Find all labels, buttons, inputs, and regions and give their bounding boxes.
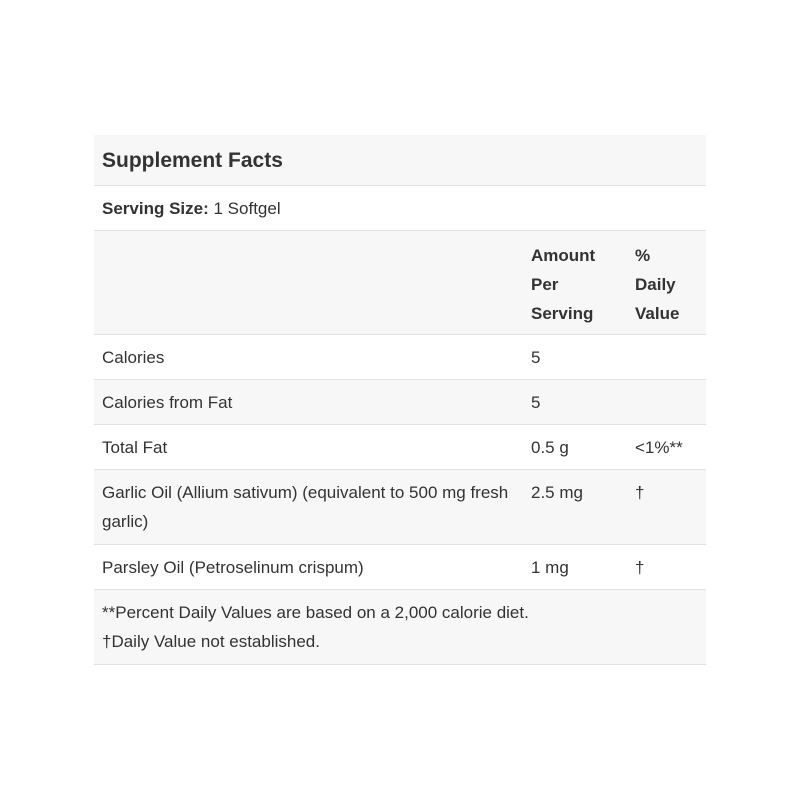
- serving-size-row: [94, 185, 706, 230]
- footnote-percent-daily-values: **Percent Daily Values are based on a 2,000 calorie diet.: [102, 603, 529, 622]
- nutrient-amount: 1 mg: [531, 557, 569, 577]
- nutrient-daily-value: <1%**: [635, 437, 683, 457]
- header-blank-cell: [94, 241, 531, 334]
- table-row: [94, 424, 706, 469]
- nutrient-amount: 0.5 g: [531, 437, 569, 457]
- nutrient-name: Calories from Fat: [102, 392, 233, 412]
- table-row: [94, 544, 706, 589]
- nutrient-amount: 5: [531, 347, 541, 367]
- nutrient-name: Garlic Oil (Allium sativum) (equivalent to 500 mg fresh garlic): [102, 483, 509, 531]
- footnote-daily-value-not-established: †Daily Value not established.: [102, 632, 320, 651]
- daily-value-header: % Daily Value: [635, 246, 680, 323]
- nutrient-name: Calories: [102, 347, 165, 367]
- nutrient-name: Total Fat: [102, 437, 168, 457]
- nutrient-amount: 5: [531, 392, 541, 412]
- supplement-facts-table: [94, 135, 706, 665]
- serving-size-value: 1 Softgel: [213, 198, 281, 218]
- table-row: [94, 379, 706, 424]
- amount-per-serving-header: Amount Per Serving: [531, 246, 596, 323]
- column-header-row: [94, 230, 706, 334]
- nutrient-daily-value: †: [635, 483, 645, 502]
- nutrient-name: Parsley Oil (Petroselinum crispum): [102, 557, 364, 577]
- table-row: [94, 469, 706, 544]
- serving-size-label: Serving Size:: [102, 198, 209, 218]
- title-row: [94, 135, 706, 185]
- table-row: [94, 334, 706, 379]
- footnotes-row: [94, 589, 706, 664]
- nutrient-amount: 2.5 mg: [531, 483, 583, 502]
- table-title: Supplement Facts: [102, 148, 283, 172]
- nutrient-daily-value: †: [635, 557, 645, 577]
